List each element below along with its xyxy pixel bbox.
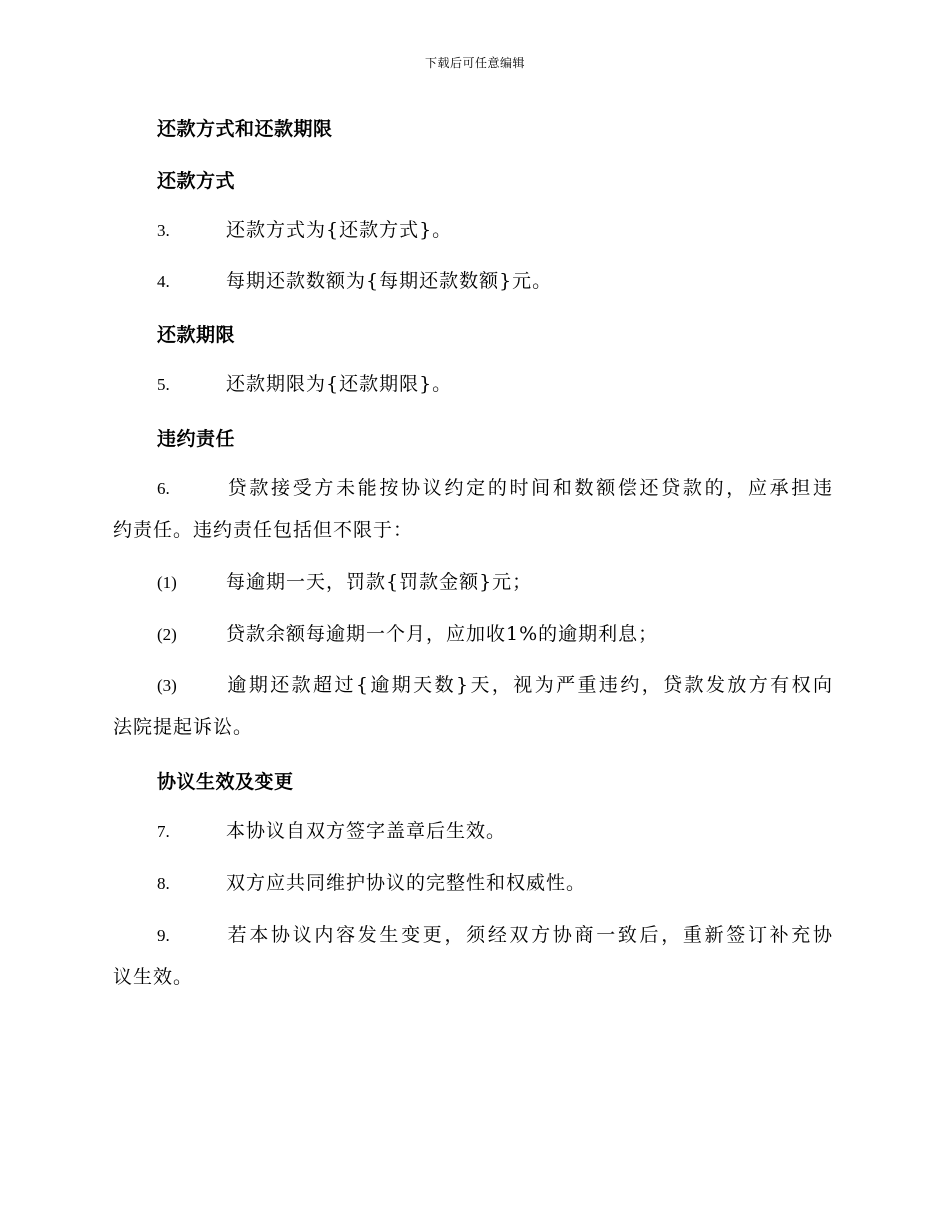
clause-text-line-1: 逾期还款超过{逾期天数}天，视为严重违约，贷款发放方有权向 (226, 674, 833, 696)
clause-number: (2) (157, 625, 177, 644)
clause-number: 9. (157, 926, 170, 945)
clause-9 (113, 916, 833, 996)
heading-liability: 违约责任 (157, 428, 236, 450)
sub-clause-3 (113, 666, 833, 746)
clause-5 (113, 365, 833, 404)
clause-number: 4. (157, 272, 170, 291)
clause-number: 6. (157, 479, 170, 498)
clause-text: 贷款余额每逾期一个月，应加收1%的逾期利息； (226, 623, 659, 645)
clause-3 (113, 211, 833, 250)
clause-text-line-2: 约责任。违约责任包括但不限于： (113, 519, 414, 541)
clause-text: 本协议自双方签字盖章后生效。 (226, 820, 507, 842)
clause-number: (1) (157, 573, 177, 592)
clause-6 (113, 469, 833, 549)
clause-text: 双方应共同维护协议的完整性和权威性。 (226, 872, 587, 894)
heading-repayment-term: 还款期限 (157, 324, 236, 346)
clause-number: 7. (157, 822, 170, 841)
clause-4 (113, 262, 833, 301)
sub-clause-2 (113, 615, 833, 654)
clause-number: 5. (157, 375, 170, 394)
clause-number: (3) (157, 676, 177, 695)
clause-text-line-2: 议生效。 (113, 966, 194, 988)
page-header-note: 下载后可任意编辑 (424, 56, 525, 70)
clause-number: 8. (157, 874, 170, 893)
heading-effect-and-change: 协议生效及变更 (157, 771, 294, 793)
clause-7 (113, 812, 833, 851)
clause-8 (113, 864, 833, 903)
clause-text-line-2: 法院提起诉讼。 (113, 716, 254, 738)
sub-clause-1 (113, 563, 833, 602)
clause-number: 3. (157, 221, 170, 240)
clause-text: 每逾期一天，罚款{罚款金额}元； (226, 571, 533, 593)
clause-text: 还款期限为{还款期限}。 (226, 373, 453, 395)
clause-text: 每期还款数额为{每期还款数额}元。 (226, 270, 553, 292)
clause-text-line-1: 若本协议内容发生变更，须经双方协商一致后，重新签订补充协 (226, 924, 833, 946)
heading-repayment-method: 还款方式 (157, 170, 236, 192)
heading-repayment-method-and-term: 还款方式和还款期限 (157, 118, 333, 140)
clause-text-line-1: 贷款接受方未能按协议约定的时间和数额偿还贷款的，应承担违 (226, 477, 833, 499)
clause-text: 还款方式为{还款方式}。 (226, 219, 453, 241)
